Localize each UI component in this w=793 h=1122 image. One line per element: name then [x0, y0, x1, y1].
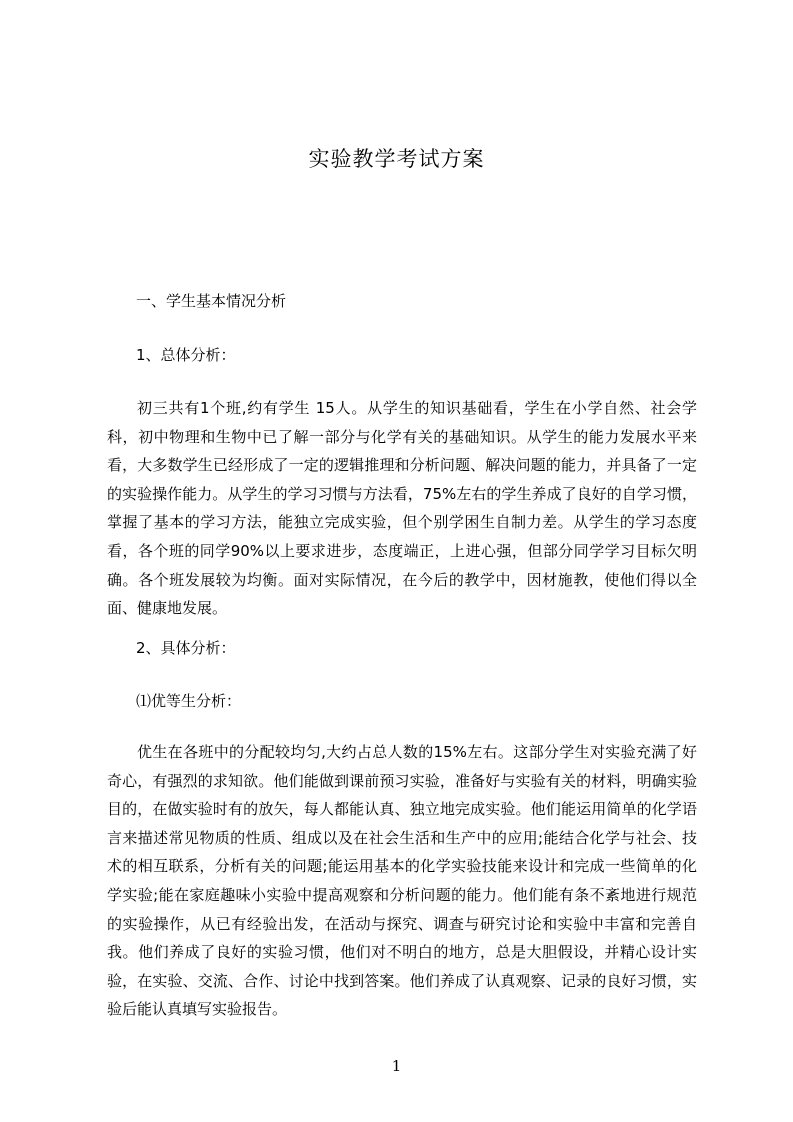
document-title: 实验教学考试方案: [308, 147, 485, 171]
subsection-heading-top-students: ⑴优等生分析：: [136, 692, 242, 710]
subsection-heading-specific-analysis: 2、具体分析：: [136, 639, 236, 657]
paragraph-overall-analysis: 初三共有1个班,约有学生 15人。从学生的知识基础看，学生在小学自然、社会学科，初中物理和生物中已了解一部分与化学有关的基础知识。从学生的能力发展水平来看，大多数学生已经形成了一定的逻辑推理和分析问题、解决问题的能力，并具备了一定的实验操作能力。从学生的学习习惯与方法看，75%左右的学生养成了良好的自学习惯，掌握了基本的学习方法，能独立完成实验，但个别学困生自制力差。从学生的学习态度看，各个班的同学90%以上要求进步，态度端正，上进心强，但部分同学学习目标欠明确。各个班发展较为均衡。面对实际情况，在今后的教学中，因材施教，使他们得以全面、健康地发展。: [107, 399, 697, 618]
page-number: 1: [391, 1057, 402, 1075]
paragraph-top-students: 优生在各班中的分配较均匀,大约占总人数的15%左右。这部分学生对实验充满了好奇心，有强烈的求知欲。他们能做到课前预习实验，准备好与实验有关的材料，明确实验目的，在做实验时有的放矢，每人都能认真、独立地完成实验。他们能运用简单的化学语言来描述常见物质的性质、组成以及在社会生活和生产中的应用;能结合化学与社会、技术的相互联系，分析有关的问题;能运用基本的化学实验技能来设计和完成一些简单的化学实验;能在家庭趣味小实验中提高观察和分析问题的能力。他们能有条不紊地进行规范的实验操作，从已有经验出发，在活动与探究、调查与研究讨论和实验中丰富和完善自我。他们养成了良好的实验习惯，他们对不明白的地方，总是大胆假设，并精心设计实验，在实验、交流、合作、讨论中找到答案。他们养成了认真观察、记录的良好习惯，实验后能认真填写实验报告。: [107, 743, 697, 1019]
subsection-heading-overall-analysis: 1、总体分析：: [136, 346, 236, 364]
section-heading-student-analysis: 一、学生基本情况分析: [136, 292, 287, 310]
